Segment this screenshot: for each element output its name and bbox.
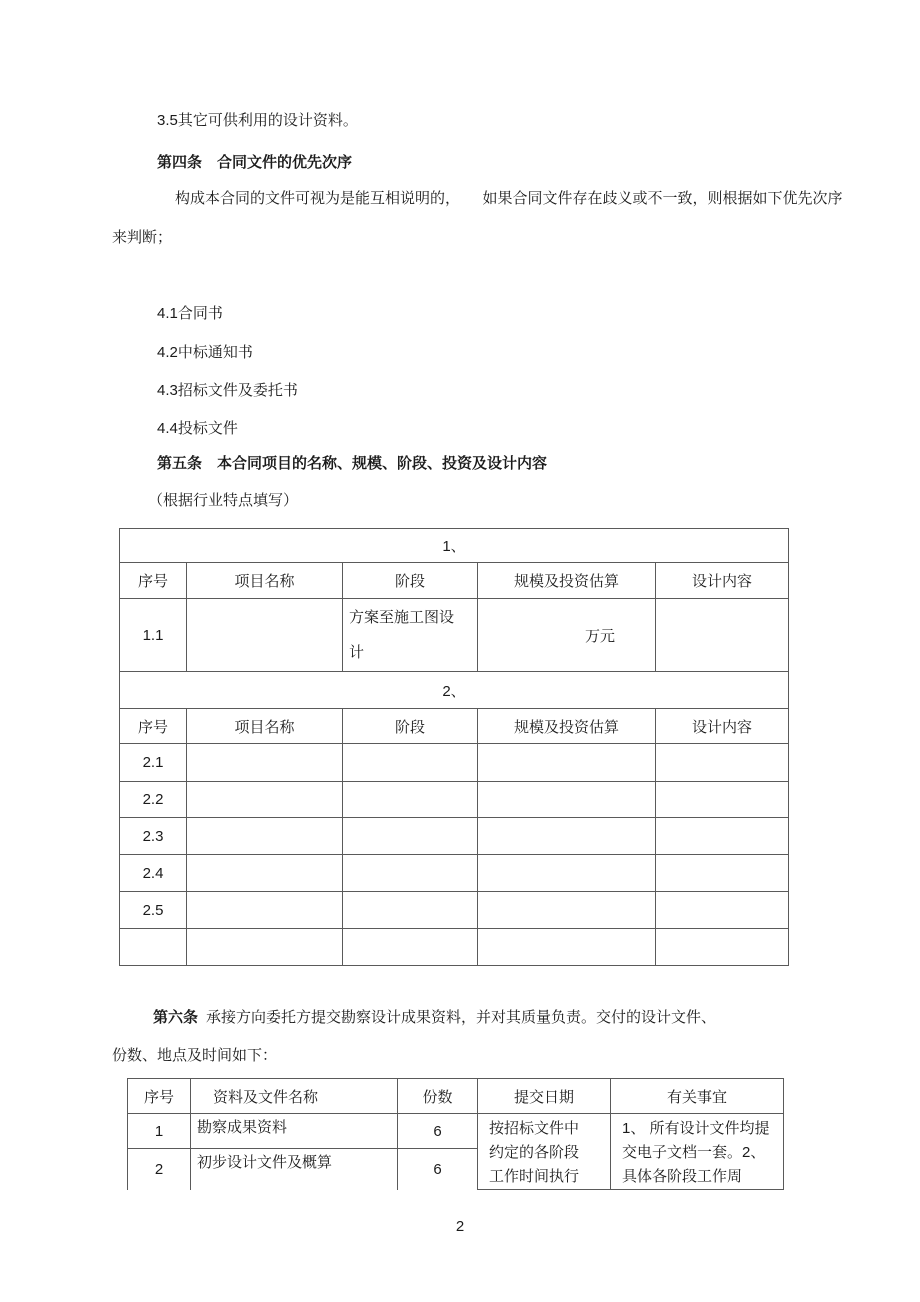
article-5-title: 第五条 本合同项目的名称、规模、阶段、投资及设计内容 bbox=[157, 455, 548, 472]
article-4-title: 第四条 合同文件的优先次序 bbox=[157, 154, 353, 171]
cell-stage bbox=[343, 818, 478, 855]
col-header-no: 序号 bbox=[120, 563, 187, 599]
cell-name bbox=[187, 599, 343, 672]
cell-no: 2 bbox=[128, 1149, 191, 1190]
cell-scale bbox=[478, 818, 656, 855]
col-header-no: 序号 bbox=[128, 1079, 191, 1114]
table-row bbox=[128, 1114, 784, 1149]
note-1: 1、 所有设计文件均提交电子文档一套。 bbox=[622, 1120, 770, 1161]
section-2-label: 2、 bbox=[120, 672, 789, 709]
table-header-row bbox=[128, 1079, 784, 1114]
table-row bbox=[120, 892, 789, 929]
cell-copies: 6 bbox=[398, 1114, 478, 1149]
col-header-scale: 规模及投资估算 bbox=[478, 563, 656, 599]
article-4-intro-line2: 来判断； bbox=[112, 229, 173, 246]
table-row bbox=[120, 855, 789, 892]
project-table bbox=[119, 528, 789, 966]
cell-stage bbox=[343, 782, 478, 818]
col-header-submit-date: 提交日期 bbox=[478, 1079, 611, 1114]
cell-name bbox=[187, 892, 343, 929]
col-header-stage: 阶段 bbox=[343, 709, 478, 744]
table-row bbox=[120, 672, 789, 709]
article-6-intro-rest: 承接方向委托方提交勘察设计成果资料，并对其质量负责。交付的设计文件、 bbox=[206, 1009, 717, 1026]
cell-no: 2.1 bbox=[120, 744, 187, 782]
clause-3-5: 3.5其它可供利用的设计资料。 bbox=[157, 112, 358, 129]
col-header-no: 序号 bbox=[120, 709, 187, 744]
cell-content bbox=[656, 782, 789, 818]
article-6-title: 第六条 bbox=[153, 1009, 199, 1026]
col-header-name: 项目名称 bbox=[187, 563, 343, 599]
col-header-notes: 有关事宜 bbox=[611, 1079, 784, 1114]
cell-content bbox=[656, 892, 789, 929]
notes-text bbox=[611, 1114, 774, 1189]
cell-name bbox=[187, 744, 343, 782]
cell-doc-name: 初步设计文件及概算 bbox=[191, 1149, 398, 1190]
article-6-intro-line2: 份数、地点及时间如下： bbox=[112, 1047, 278, 1064]
page-number: 2 bbox=[455, 1218, 465, 1235]
table-row bbox=[120, 529, 789, 563]
cell-scale bbox=[478, 892, 656, 929]
cell-doc-name: 勘察成果资料 bbox=[191, 1114, 398, 1149]
cell-stage bbox=[343, 929, 478, 966]
cell-scale: 万元 bbox=[478, 599, 656, 672]
cell-notes bbox=[611, 1114, 784, 1190]
article-6-intro-line1 bbox=[153, 1009, 716, 1026]
cell-scale bbox=[478, 744, 656, 782]
table-row bbox=[120, 782, 789, 818]
cell-scale bbox=[478, 782, 656, 818]
table-row bbox=[120, 744, 789, 782]
article-4-item-3: 4.3招标文件及委托书 bbox=[157, 382, 298, 399]
article-4-item-2: 4.2中标通知书 bbox=[157, 344, 253, 361]
submit-date-text: 按招标文件中约定的各阶段工作时间执行 bbox=[489, 1120, 580, 1185]
table-header-row bbox=[120, 709, 789, 744]
article-5-note: （根据行业特点填写） bbox=[148, 492, 299, 509]
cell-no: 2.3 bbox=[120, 818, 187, 855]
col-header-content: 设计内容 bbox=[656, 563, 789, 599]
cell-no: 1.1 bbox=[120, 599, 187, 672]
article-4-item-1: 4.1合同书 bbox=[157, 305, 223, 322]
cell-copies: 6 bbox=[398, 1149, 478, 1190]
table-row bbox=[120, 929, 789, 966]
cell-stage bbox=[343, 744, 478, 782]
col-header-scale: 规模及投资估算 bbox=[478, 709, 656, 744]
note-2: 2、 具体各阶段工作周 bbox=[622, 1144, 766, 1185]
table-row bbox=[120, 818, 789, 855]
cell-content bbox=[656, 855, 789, 892]
section-1-label: 1、 bbox=[120, 529, 789, 563]
cell-no: 1 bbox=[128, 1114, 191, 1149]
cell-stage: 方案至施工图设计 bbox=[343, 599, 478, 672]
cell-name bbox=[187, 929, 343, 966]
cell-content bbox=[656, 599, 789, 672]
cell-scale bbox=[478, 929, 656, 966]
cell-content bbox=[656, 929, 789, 966]
col-header-content: 设计内容 bbox=[656, 709, 789, 744]
delivery-table bbox=[127, 1078, 784, 1190]
cell-no: 2.4 bbox=[120, 855, 187, 892]
cell-no: 2.5 bbox=[120, 892, 187, 929]
article-4-intro-line1: 构成本合同的文件可视为是能互相说明的， 如果合同文件存在歧义或不一致，则根据如下优先次序 bbox=[175, 190, 843, 207]
cell-no: 2.2 bbox=[120, 782, 187, 818]
col-header-doc-name: 资料及文件名称 bbox=[191, 1079, 398, 1114]
table-header-row bbox=[120, 563, 789, 599]
cell-submit-date bbox=[478, 1114, 611, 1190]
cell-content bbox=[656, 818, 789, 855]
cell-stage bbox=[343, 855, 478, 892]
col-header-copies: 份数 bbox=[398, 1079, 478, 1114]
col-header-name: 项目名称 bbox=[187, 709, 343, 744]
cell-no bbox=[120, 929, 187, 966]
article-4-item-4: 4.4投标文件 bbox=[157, 420, 238, 437]
cell-content bbox=[656, 744, 789, 782]
cell-scale bbox=[478, 855, 656, 892]
table-row bbox=[120, 599, 789, 672]
cell-name bbox=[187, 818, 343, 855]
cell-name bbox=[187, 855, 343, 892]
cell-stage bbox=[343, 892, 478, 929]
col-header-stage: 阶段 bbox=[343, 563, 478, 599]
cell-name bbox=[187, 782, 343, 818]
